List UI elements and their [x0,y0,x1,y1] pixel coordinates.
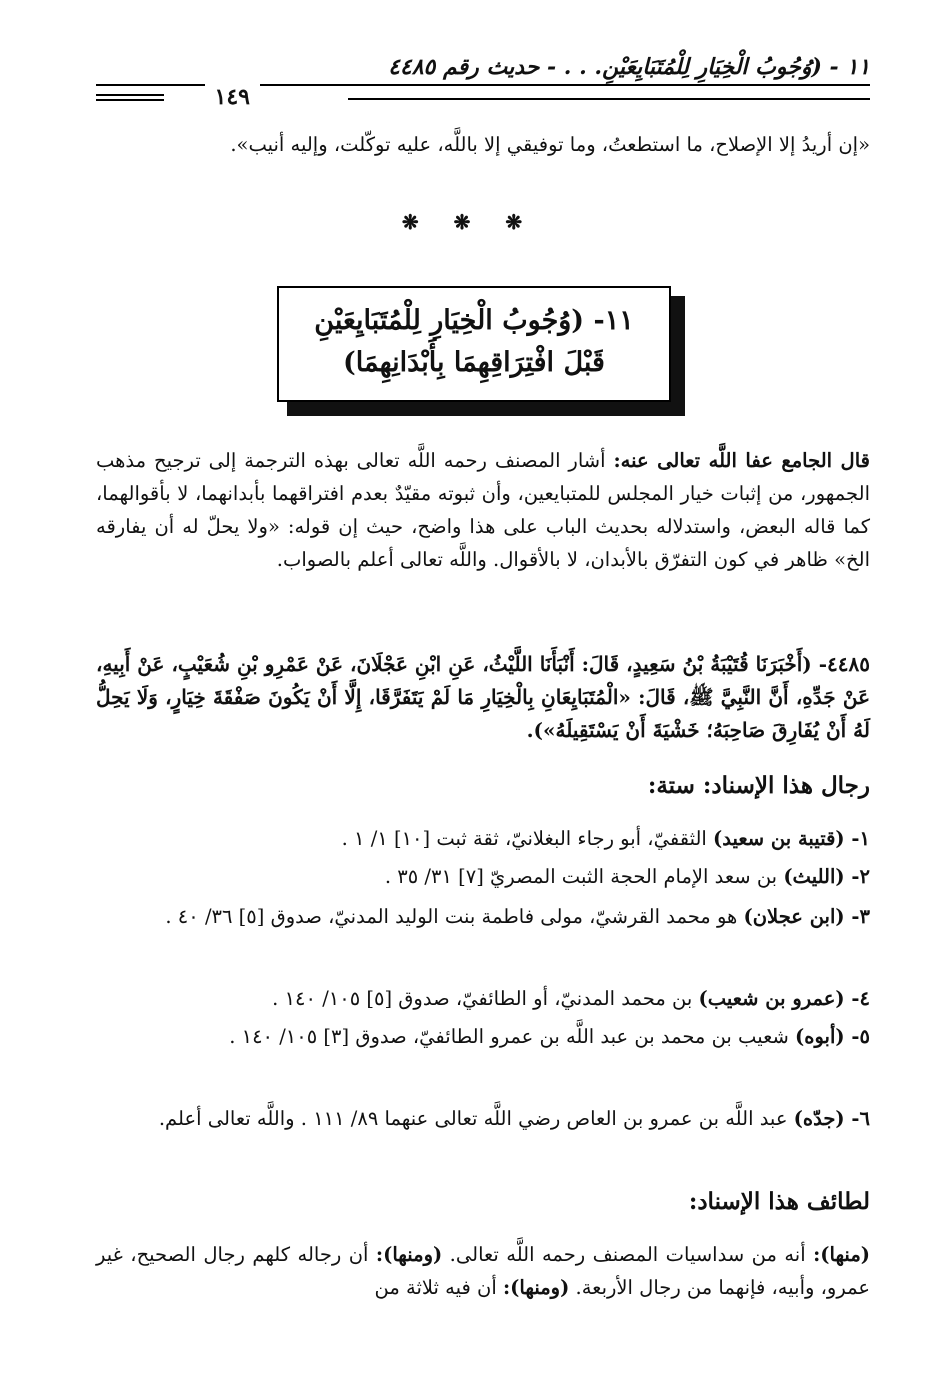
narrator-item [96,982,870,1015]
narrator-name: ٣- (ابن عجلان) [743,905,870,928]
narrator-name: ٢- (الليث) [783,865,870,888]
narrator-desc: عبد اللَّه بن عمرو بن العاص رضي اللَّه تعالى عنهما ٨٩/ ١١١ . واللَّه تعالى أعلم. [158,1107,788,1130]
running-title: ١١ - (وُجُوبُ الْخِيَارِ لِلْمُتَبَايِعَيْنِ. . . - حديث رقم ٤٤٨٥ [388,54,870,80]
hadith-text: (أَخْبَرَنَا قُتَيْبَةُ بْنُ سَعِيدٍ، قَالَ: أَنْبَأَنَا اللَّيْثُ، عَنِ ابْنِ عَجْلَانَ، عَنْ عَمْرِو بْنِ شُعَيْبٍ، عَنْ أَبِيهِ، عَنْ جَدِّهِ، أَنَّ النَّبِيَّ ﷺ، قَالَ: «الْمُتَبَايِعَانِ بِالْخِيَارِ مَا لَمْ يَتَفَرَّقَا، إِلَّا أَنْ يَكُونَ صَفْقَةَ خِيَارٍ، وَلَا يَحِلُّ لَهُ أَنْ يُفَارِقَ صَاحِبَهُ؛ خَشْيَةَ أَنْ يَسْتَقِيلَهُ»). [96,652,871,742]
commentary-paragraph [96,444,870,576]
page-rule [348,98,870,100]
chapter-title-box [277,286,671,402]
narrator-item [96,1102,870,1135]
double-rule-bottom [96,99,164,101]
chapter-title-line2: قَبْلَ افْتِرَاقِهِمَا بِأَبْدَانِهِمَا) [343,347,605,378]
separator-stars: ❋ ❋ ❋ [401,210,537,234]
narrator-name: ٥- (أبوه) [795,1025,870,1048]
commentary-body: أشار المصنف رحمه اللَّه تعالى بهذه الترجمة إلى ترجيح مذهب الجمهور، من إثبات خيار المجلس للمتبايعين، وأن ثبوته مقيّدٌ بعدم افتراقهما بأبدانهما، لا بأقوالهما، كما قاله البعض، واستدلاله بحديث الباب على هذا واضح، حيث إن قوله: «ولا يحلّ له أن يفارقه الخ» ظاهر في كون التفرّق بالأبدان، لا بالأقوال. واللَّه تعالى أعلم بالصواب. [96,449,870,571]
narrators-heading: رجال هذا الإسناد: ستة: [647,772,870,799]
subtleties-heading: لطائف هذا الإسناد: [688,1188,870,1215]
narrator-name: ٤- (عمرو بن شعيب) [698,987,870,1010]
hadith-paragraph [96,648,870,747]
subtlety-text: أنه من سداسيات المصنف رحمه اللَّه تعالى. [449,1243,806,1266]
narrator-desc: الثقفيّ، أبو رجاء البغلانيّ، ثقة ثبت [١٠] ١/ ١ . [341,827,707,850]
narrator-item [96,822,870,855]
intro-quote: «إن أريدُ إلا الإصلاح، ما استطعتُ، وما توفيقي إلا باللَّه، عليه توكّلت، وإليه أنيب». [230,133,870,156]
narrator-desc: شعيب بن محمد بن عبد اللَّه بن عمرو الطائفيّ، صدوق [٣] ١٠٥/ ١٤٠ . [229,1025,789,1048]
subtlety-tag: (ومنها): [502,1276,570,1299]
narrator-name: ٦- (جدّه) [793,1107,870,1130]
narrator-desc: بن سعد الإمام الحجة الثبت المصريّ [٧] ٣١/ ٣٥ . [384,865,778,888]
narrator-item [96,860,870,893]
narrator-desc: بن محمد المدنيّ، أو الطائفيّ، صدوق [٥] ١٠٥/ ١٤٠ . [272,987,693,1010]
narrator-item [96,900,870,933]
narrator-name: ١- (قتيبة بن سعيد) [713,827,870,850]
subtlety-tag: (ومنها): [375,1243,443,1266]
subtlety-text: أن فيه ثلاثة من [374,1276,497,1299]
page-number-row [96,86,870,110]
double-rule-top [96,94,164,96]
commentary-lead: قال الجامع عفا اللَّه تعالى عنه: [613,449,870,472]
subtleties-paragraph [96,1238,870,1304]
hadith-number: ٤٤٨٥- [818,652,871,676]
running-header [96,52,870,82]
subtlety-tag: (منها): [813,1243,870,1266]
subtlety-text: أن رجاله كلهم رجال الصحيح، غير عمرو، وأبيه، فإنهما من رجال الأربعة. [96,1243,870,1299]
narrator-item [96,1020,870,1053]
page-number: ١٤٩ [205,84,260,110]
narrator-desc: هو محمد القرشيّ، مولى فاطمة بنت الوليد المدنيّ، صدوق [٥] ٣٦/ ٤٠ . [165,905,738,928]
chapter-title-line1: ١١- (وُجُوبُ الْخِيَارِ لِلْمُتَبَايِعَيْنِ [314,305,634,336]
